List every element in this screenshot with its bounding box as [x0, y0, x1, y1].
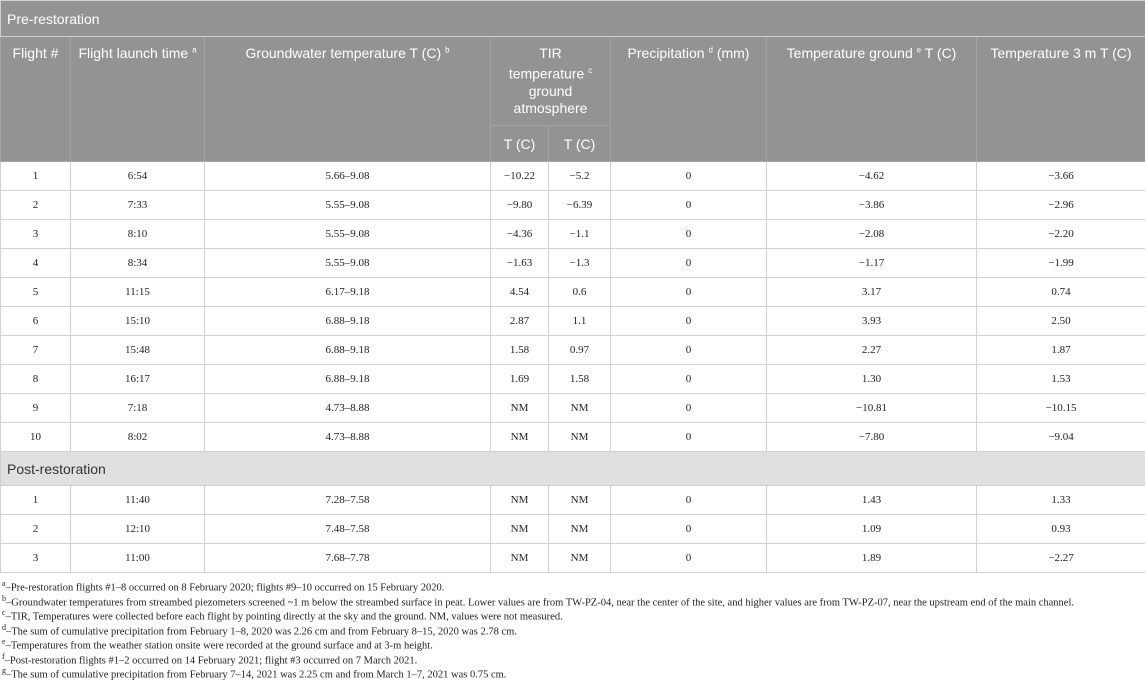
- header-tir: TIR temperature $^c$ ground atmosphere: [491, 37, 611, 126]
- table-row: [1, 220, 1145, 249]
- table-cell: 1.58: [491, 336, 549, 365]
- footnote-text: –Post-restoration flights #1–2 occurred on 14 February 2021; flight #3 occurred on 7 March 2021.: [4, 655, 418, 666]
- table-cell: 0: [611, 486, 767, 515]
- table-cell: −6.39: [549, 191, 611, 220]
- footnote-mark: c: [2, 608, 6, 617]
- table-cell: −2.96: [977, 191, 1145, 220]
- table-cell: 1.53: [977, 365, 1145, 394]
- table-cell: 7.28–7.58: [205, 486, 491, 515]
- table-cell: −1.63: [491, 249, 549, 278]
- header-groundwater: Groundwater temperature T (C) $^b$: [205, 37, 491, 162]
- table-cell: −2.20: [977, 220, 1145, 249]
- table-cell: NM: [491, 486, 549, 515]
- header-precipitation: Precipitation $^d$ (mm): [611, 37, 767, 162]
- table-cell: −1.1: [549, 220, 611, 249]
- table-cell: 1.69: [491, 365, 549, 394]
- footnote-text: –TIR, Temperatures were collected before each flight by pointing directly at the sky and the ground. NM, values were not measured.: [5, 611, 563, 623]
- table-cell: −1.17: [767, 249, 977, 278]
- table-cell: 2.87: [491, 307, 549, 336]
- table-cell: 7:33: [71, 191, 205, 220]
- table-cell: −3.86: [767, 191, 977, 220]
- table-cell: 6: [1, 307, 71, 336]
- table-cell: 4.54: [491, 278, 549, 307]
- table-cell: −5.2: [549, 162, 611, 191]
- table-cell: 2.50: [977, 307, 1145, 336]
- table-cell: 4: [1, 249, 71, 278]
- footnote-mark: g: [2, 666, 6, 675]
- header-launch-time: Flight launch time $^a$: [71, 37, 205, 162]
- section-pre-restoration: Pre-restoration: [1, 1, 1145, 37]
- table-cell: 3: [1, 220, 71, 249]
- table-row: [1, 486, 1145, 515]
- table-cell: 1.87: [977, 336, 1145, 365]
- table-cell: NM: [491, 544, 549, 573]
- table-cell: −2.27: [977, 544, 1145, 573]
- footnote: [2, 650, 1143, 665]
- table-cell: 0: [611, 278, 767, 307]
- table-cell: 0.74: [977, 278, 1145, 307]
- footnote: [2, 606, 1143, 621]
- table-cell: 11:15: [71, 278, 205, 307]
- footnote-mark: e: [2, 637, 6, 646]
- table-cell: 0: [611, 191, 767, 220]
- table-cell: NM: [549, 544, 611, 573]
- footnote-mark: a: [2, 579, 6, 588]
- table-cell: 0: [611, 336, 767, 365]
- table-row: [1, 515, 1145, 544]
- footnote: [2, 664, 1143, 679]
- table-cell: NM: [491, 515, 549, 544]
- table-cell: 2: [1, 191, 71, 220]
- footnote-text: –Temperatures from the weather station onsite were recorded at the ground surface and at 3-m height.: [5, 640, 433, 652]
- section-post-restoration: Post-restoration: [1, 452, 1145, 486]
- table-cell: −9.04: [977, 423, 1145, 452]
- table-cell: 0: [611, 220, 767, 249]
- table-cell: 15:10: [71, 307, 205, 336]
- table-cell: 1.1: [549, 307, 611, 336]
- table-cell: 5.55–9.08: [205, 191, 491, 220]
- table-cell: 7.68–7.78: [205, 544, 491, 573]
- table-cell: 0: [611, 544, 767, 573]
- table-cell: 0.6: [549, 278, 611, 307]
- table-cell: −2.08: [767, 220, 977, 249]
- header-temperature-3m: Temperature 3 m T (C): [977, 37, 1145, 162]
- table-cell: 0.97: [549, 336, 611, 365]
- table-cell: 1: [1, 162, 71, 191]
- table-cell: 5: [1, 278, 71, 307]
- footnotes: [0, 573, 1145, 679]
- table-cell: 0: [611, 515, 767, 544]
- table-cell: −1.99: [977, 249, 1145, 278]
- footnote-text: –The sum of cumulative precipitation from February 1–8, 2020 was 2.26 cm and from February 8–15, 2020 was 2.78 cm.: [6, 626, 517, 637]
- table-cell: 8: [1, 365, 71, 394]
- table-cell: 6.88–9.18: [205, 365, 491, 394]
- table-row: [1, 278, 1145, 307]
- table-cell: 2: [1, 515, 71, 544]
- footnote-mark: d: [2, 622, 6, 632]
- footnote-mark: b: [2, 593, 6, 603]
- table-cell: 5.55–9.08: [205, 249, 491, 278]
- table-cell: −10.81: [767, 394, 977, 423]
- table-cell: NM: [549, 486, 611, 515]
- table-cell: 6.88–9.18: [205, 307, 491, 336]
- table-row: [1, 336, 1145, 365]
- footnote: [2, 635, 1143, 650]
- table-cell: 0: [611, 365, 767, 394]
- table-cell: 1: [1, 486, 71, 515]
- table-cell: 11:40: [71, 486, 205, 515]
- table-cell: 12:10: [71, 515, 205, 544]
- footnote: [2, 621, 1143, 636]
- footnote-text: –Groundwater temperatures from streambed piezometers screened ~1 m below the streambed surface in peat. Lower values are from TW-PZ-04, near the center of the site, and higher values are from TW-PZ-07, near the upstream end of the main channel.: [6, 597, 1075, 608]
- table-cell: −3.66: [977, 162, 1145, 191]
- header-tir-atmosphere: T (C): [549, 126, 611, 162]
- table-cell: 0: [611, 249, 767, 278]
- header-tir-ground: T (C): [491, 126, 549, 162]
- table-row: [1, 423, 1145, 452]
- table-cell: 6:54: [71, 162, 205, 191]
- table-cell: 1.33: [977, 486, 1145, 515]
- table-row: [1, 365, 1145, 394]
- table-cell: 8:02: [71, 423, 205, 452]
- table-cell: −10.22: [491, 162, 549, 191]
- table-cell: NM: [549, 423, 611, 452]
- table-cell: −1.3: [549, 249, 611, 278]
- header-temperature-ground: Temperature ground $^e$ T (C): [767, 37, 977, 162]
- table-cell: −9.80: [491, 191, 549, 220]
- table-cell: 0: [611, 423, 767, 452]
- table-row: [1, 191, 1145, 220]
- table-cell: 8:10: [71, 220, 205, 249]
- table-cell: NM: [549, 515, 611, 544]
- table-cell: 10: [1, 423, 71, 452]
- footnote: [2, 592, 1143, 607]
- table-cell: NM: [491, 423, 549, 452]
- table-cell: NM: [549, 394, 611, 423]
- table-cell: 1.43: [767, 486, 977, 515]
- footnote-text: –The sum of cumulative precipitation from February 7–14, 2021 was 2.25 cm and from March 1–7, 2021 was 0.75 cm.: [6, 669, 507, 681]
- table-cell: 0.93: [977, 515, 1145, 544]
- table-row: [1, 249, 1145, 278]
- table-cell: −4.62: [767, 162, 977, 191]
- footnote-mark: f: [2, 651, 5, 661]
- table-cell: 5.55–9.08: [205, 220, 491, 249]
- table-cell: 5.66–9.08: [205, 162, 491, 191]
- table-cell: NM: [491, 394, 549, 423]
- table-cell: 1.58: [549, 365, 611, 394]
- table-cell: 15:48: [71, 336, 205, 365]
- table-cell: 8:34: [71, 249, 205, 278]
- table-cell: 3.17: [767, 278, 977, 307]
- table-cell: 7.48–7.58: [205, 515, 491, 544]
- table-row: [1, 162, 1145, 191]
- table-cell: 0: [611, 394, 767, 423]
- table-cell: −10.15: [977, 394, 1145, 423]
- table-cell: 0: [611, 162, 767, 191]
- table-cell: 4.73–8.88: [205, 394, 491, 423]
- table-cell: 16:17: [71, 365, 205, 394]
- table-cell: 6.17–9.18: [205, 278, 491, 307]
- footnote-text: –Pre-restoration flights #1–8 occurred on 8 February 2020; flights #9–10 occurred on 15 February 2020.: [5, 582, 445, 594]
- table-cell: −7.80: [767, 423, 977, 452]
- table-row: [1, 394, 1145, 423]
- header-flight: Flight #: [1, 37, 71, 162]
- table-cell: 9: [1, 394, 71, 423]
- table-row: [1, 544, 1145, 573]
- table-cell: 11:00: [71, 544, 205, 573]
- table-cell: 1.89: [767, 544, 977, 573]
- table-cell: 3: [1, 544, 71, 573]
- table-cell: 1.30: [767, 365, 977, 394]
- table-cell: −4.36: [491, 220, 549, 249]
- table-row: [1, 307, 1145, 336]
- table-cell: 2.27: [767, 336, 977, 365]
- table-cell: 6.88–9.18: [205, 336, 491, 365]
- table-cell: 7:18: [71, 394, 205, 423]
- table-cell: 7: [1, 336, 71, 365]
- table-cell: 3.93: [767, 307, 977, 336]
- table-cell: 4.73–8.88: [205, 423, 491, 452]
- footnote: [2, 577, 1143, 592]
- table-cell: 0: [611, 307, 767, 336]
- table-cell: 1.09: [767, 515, 977, 544]
